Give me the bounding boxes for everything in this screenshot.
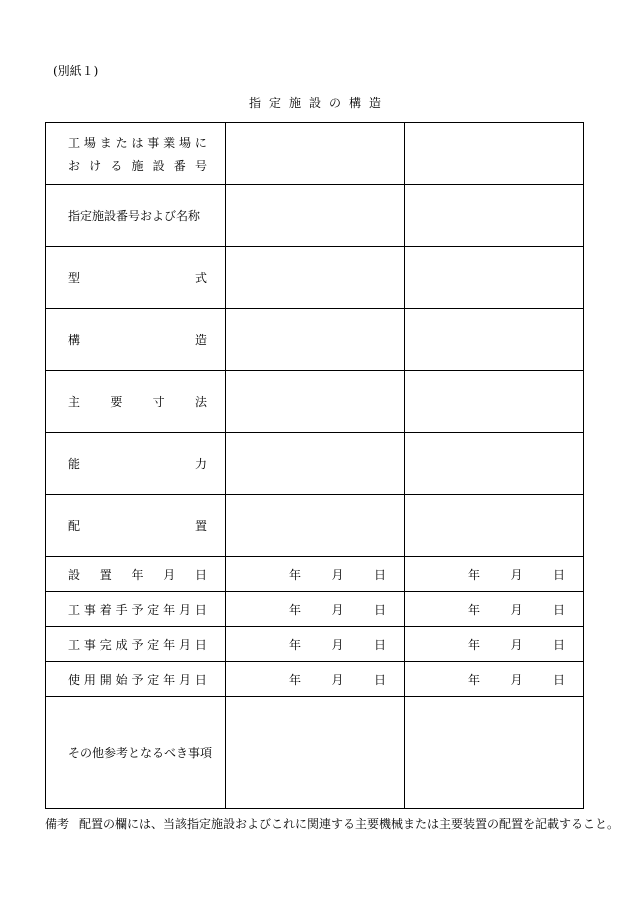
label-char: 日 [552, 637, 565, 652]
label-char: 日 [194, 602, 207, 617]
label-char: 年 [468, 672, 481, 687]
facility-structure-table [45, 122, 584, 809]
label-dimensions [46, 371, 226, 433]
label-char: 配 [68, 519, 81, 533]
label-char: 手 [115, 602, 128, 617]
label-char: 着 [99, 602, 112, 617]
label-char: 月 [510, 672, 523, 687]
label-char: 月 [331, 602, 344, 617]
label-char: 設 [152, 158, 165, 173]
entry-cell[interactable] [405, 247, 584, 309]
label-char: 月 [179, 602, 192, 617]
date-cell[interactable] [226, 592, 405, 627]
label-char: 置 [194, 519, 207, 533]
label-char: 月 [510, 637, 523, 652]
label-char: 年 [289, 672, 302, 687]
label-char: 始 [115, 672, 128, 687]
label-char: は [131, 135, 144, 150]
label-line [68, 134, 207, 151]
date-cell[interactable] [405, 557, 584, 592]
label-char: 年 [163, 672, 176, 687]
entry-cell[interactable] [226, 371, 405, 433]
label-char: 工 [68, 602, 81, 617]
label-char: 事 [83, 637, 96, 652]
label-char: 日 [552, 567, 565, 582]
date-cell[interactable] [405, 627, 584, 662]
label-char: 日 [373, 672, 386, 687]
label-char: 年 [468, 637, 481, 652]
date-cell[interactable] [226, 627, 405, 662]
date-cell[interactable] [405, 662, 584, 697]
label-char: 日 [194, 672, 207, 687]
label-char: ま [99, 135, 112, 150]
label-char: 造 [194, 333, 207, 347]
table-row [46, 697, 584, 809]
label-char: 置 [99, 567, 112, 582]
entry-cell[interactable] [405, 433, 584, 495]
label-use-start [46, 662, 226, 697]
footnote-text: 配置の欄には、当該指定施設およびこれに関連する主要機械または主要装置の配置を記載すること。 [79, 817, 620, 831]
entry-cell[interactable] [405, 185, 584, 247]
label-char: 主 [68, 395, 81, 409]
label-char: 力 [194, 457, 207, 471]
label-char: 予 [131, 672, 144, 687]
label-char: 使 [68, 672, 81, 687]
label-char: 日 [194, 567, 207, 582]
label-layout [46, 495, 226, 557]
entry-cell[interactable] [226, 495, 405, 557]
date-cell[interactable] [405, 592, 584, 627]
label-char: 月 [179, 637, 192, 652]
label-char: 日 [194, 637, 207, 652]
label-char: け [89, 158, 102, 173]
label-char: 年 [468, 567, 481, 582]
table-row [46, 662, 584, 697]
entry-cell[interactable] [226, 247, 405, 309]
label-char: 能 [68, 457, 81, 471]
label-char: 月 [510, 567, 523, 582]
label-char: 開 [99, 672, 112, 687]
label-char: 月 [179, 672, 192, 687]
label-char: 設 [68, 567, 81, 582]
label-char: た [115, 135, 128, 150]
entry-cell[interactable] [405, 495, 584, 557]
entry-cell[interactable] [226, 309, 405, 371]
entry-cell[interactable] [405, 309, 584, 371]
label-char: 日 [552, 672, 565, 687]
date-cell[interactable] [226, 557, 405, 592]
label-char: 式 [194, 271, 207, 285]
label-char: る [110, 158, 123, 173]
label-char: 用 [83, 672, 96, 687]
label-char: 日 [552, 602, 565, 617]
label-char: 番 [173, 158, 186, 173]
label-char: 月 [510, 602, 523, 617]
entry-cell[interactable] [226, 433, 405, 495]
label-char: 予 [131, 637, 144, 652]
annex-label: (別紙１) [53, 64, 99, 78]
label-model [46, 247, 226, 309]
label-char: 定 [147, 672, 160, 687]
label-char: 月 [331, 637, 344, 652]
label-char: 法 [194, 395, 207, 409]
label-capacity [46, 433, 226, 495]
entry-cell[interactable] [405, 371, 584, 433]
entry-cell[interactable] [226, 123, 405, 185]
label-char: 年 [468, 602, 481, 617]
label-char: 工 [68, 135, 81, 150]
label-char: 業 [163, 135, 176, 150]
footnote-heading: 備考 [45, 817, 70, 831]
label-char: 月 [331, 567, 344, 582]
label-char: 定 [147, 602, 160, 617]
table-row [46, 557, 584, 592]
label-char: 場 [179, 135, 192, 150]
label-char: 年 [289, 602, 302, 617]
table-row [46, 123, 584, 185]
label-char: 定 [147, 637, 160, 652]
entry-cell[interactable] [405, 697, 584, 809]
label-char: 月 [163, 567, 176, 582]
page-title: 指定施設の構造 [248, 96, 389, 110]
date-cell[interactable] [226, 662, 405, 697]
label-char: 年 [163, 637, 176, 652]
label-designated-number: 指定施設番号および名称 [46, 185, 226, 247]
label-construction-complete [46, 627, 226, 662]
table-row [46, 433, 584, 495]
label-char: 工 [68, 637, 81, 652]
label-facility-number [46, 123, 226, 185]
label-char: に [194, 135, 207, 150]
label-char: 年 [289, 567, 302, 582]
label-char: 成 [115, 637, 128, 652]
label-char: 場 [83, 135, 96, 150]
label-char: 事 [147, 135, 160, 150]
label-char: 日 [373, 602, 386, 617]
label-char: 型 [68, 271, 81, 285]
label-construction-start [46, 592, 226, 627]
table-row [46, 247, 584, 309]
label-char: 施 [131, 158, 144, 173]
label-char: お [68, 158, 81, 173]
entry-cell[interactable] [226, 185, 405, 247]
label-char: 年 [163, 602, 176, 617]
table-row [46, 309, 584, 371]
table-row [46, 495, 584, 557]
label-char: 予 [131, 602, 144, 617]
table-row [46, 627, 584, 662]
label-char: 要 [110, 395, 123, 409]
label-other-notes: その他参考となるべき事項 [46, 697, 226, 809]
label-char: 事 [83, 602, 96, 617]
label-char: 寸 [152, 395, 165, 409]
table-row [46, 592, 584, 627]
label-char: 日 [373, 567, 386, 582]
label-char: 年 [131, 567, 144, 582]
entry-cell[interactable] [226, 697, 405, 809]
table-row [46, 371, 584, 433]
label-install-date [46, 557, 226, 592]
label-char: 構 [68, 333, 81, 347]
label-char: 月 [331, 672, 344, 687]
table-row [46, 185, 584, 247]
label-structure [46, 309, 226, 371]
label-char: 完 [99, 637, 112, 652]
entry-cell[interactable] [405, 123, 584, 185]
label-char: 号 [194, 158, 207, 173]
label-line [68, 157, 207, 174]
label-char: 年 [289, 637, 302, 652]
label-char: 日 [373, 637, 386, 652]
footnote [45, 815, 619, 832]
